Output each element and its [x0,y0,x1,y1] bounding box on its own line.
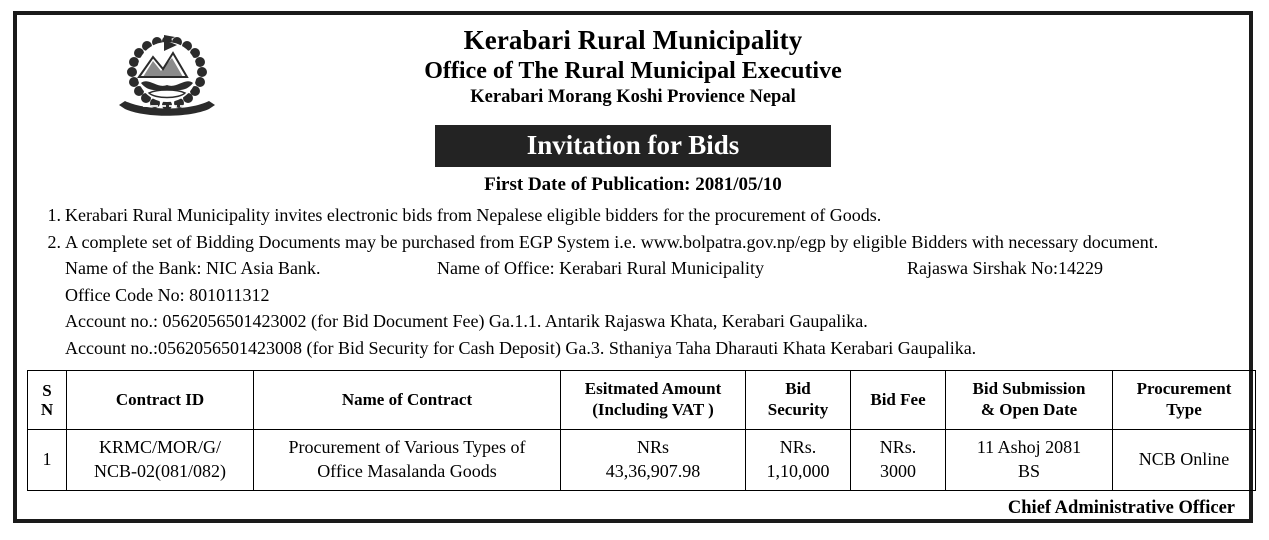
amount-currency: NRs [636,437,669,458]
column-header-name-of-contract: Name of Contract [254,370,561,429]
rajaswa-sirshak-no: Rajaswa Sirshak No:14229 [907,258,1103,279]
bid-fee-value: 3000 [880,460,916,481]
procurement-header-line-2: Type [1166,399,1202,419]
amount-header-line-2: (Including VAT ) [592,399,714,419]
column-header-procurement-type [1113,370,1256,429]
office-name: Name of Office: Kerabari Rural Municipality [437,258,765,279]
cell-bid-submission-open-date [946,429,1113,490]
column-header-bid-submission-open-date [946,370,1113,429]
submission-era: BS [1017,460,1041,481]
sn-line-1: S [42,380,52,400]
bid-security-header-line-1: Bid [785,379,811,399]
submission-header-line-2: & Open Date [980,399,1078,419]
account-number-bid-security: Account no.:0562056501423008 (for Bid Security for Cash Deposit) Ga.3. Sthaniya Taha Dharauti Khata Kerabari Gaupalika. [65,337,977,358]
column-header-bid-fee: Bid Fee [851,370,946,429]
bid-security-currency: NRs. [779,437,817,458]
list-item-number: 1. [47,205,61,226]
body-text [17,196,1249,361]
cell-bid-fee [851,429,946,490]
cell-procurement-type: NCB Online [1113,429,1256,490]
table-header-row [28,370,1256,429]
submission-date: 11 Ashoj 2081 [976,437,1082,458]
column-header-sn [28,370,67,429]
list-item-text: Kerabari Rural Municipality invites electronic bids from Nepalese eligible bidders for the procurement of Goods. [65,205,882,226]
publication-date: First Date of Publication: 2081/05/10 [484,174,782,196]
amount-value: 43,36,907.98 [605,460,701,481]
masthead [17,15,1249,123]
org-address: Kerabari Morang Koshi Provience Nepal [470,87,796,108]
bid-fee-currency: NRs. [879,437,917,458]
list-item-text: A complete set of Bidding Documents may be purchased from EGP System i.e. www.bolpatra.gov.np/egp by eligible Bidders with necessary document. [65,231,1159,252]
bid-table-container [17,361,1249,491]
list-item [31,229,1241,255]
cell-estimated-amount [561,429,746,490]
bank-name: Name of the Bank: NIC Asia Bank. [65,258,321,279]
procurement-header-line-1: Procurement [1136,379,1232,399]
page-title: Invitation for Bids [435,125,832,167]
sn-line-2: N [40,399,54,419]
bid-table [27,370,1256,491]
notice-frame [13,11,1253,523]
submission-header-line-1: Bid Submission [972,379,1086,399]
org-name: Kerabari Rural Municipality [463,25,803,55]
contract-name-line-2: Office Masalanda Goods [317,460,497,481]
contract-id-line-2: NCB-02(081/082) [94,460,226,481]
column-header-bid-security [746,370,851,429]
office-code: Office Code No: 801011312 [65,284,270,305]
column-header-estimated-amount [561,370,746,429]
bank-details-row [31,255,1241,281]
cell-bid-security [746,429,851,490]
cell-sn: 1 [28,429,67,490]
column-header-contract-id: Contract ID [67,370,254,429]
bid-security-header-line-2: Security [767,399,829,419]
signatory: Chief Administrative Officer [1007,497,1235,518]
list-item [31,202,1241,228]
contract-id-line-1: KRMC/MOR/G/ [98,437,222,458]
cell-contract-id [67,429,254,490]
banner-container [17,125,1249,167]
bid-security-value: 1,10,000 [766,460,830,481]
table-row [28,429,1256,490]
cell-name-of-contract [254,429,561,490]
org-office: Office of The Rural Municipal Executive [424,57,842,84]
list-item-number: 2. [47,231,61,252]
amount-header-line-1: Esitmated Amount [584,379,722,399]
account-number-bid-document-fee: Account no.: 0562056501423002 (for Bid Document Fee) Ga.1.1. Antarik Rajaswa Khata, Kerabari Gaupalika. [65,311,868,332]
nepal-government-emblem-icon [115,27,219,119]
contract-name-line-1: Procurement of Various Types of [288,437,526,458]
